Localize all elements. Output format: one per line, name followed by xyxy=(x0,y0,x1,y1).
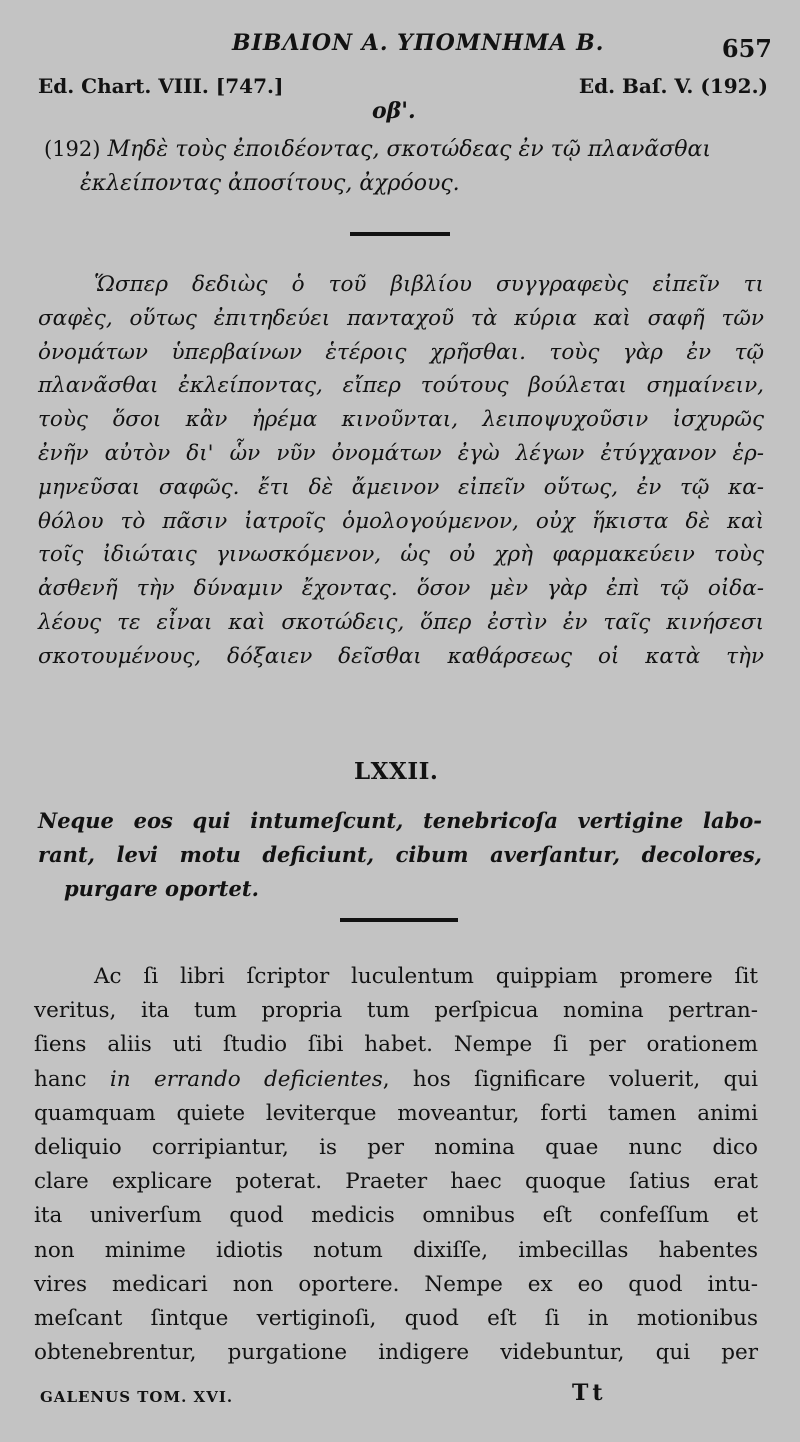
commentary-line: σαφὲς, οὕτως ἐπιτηδεύει πανταχοῦ τὰ κύρια καὶ σαφῆ τῶν xyxy=(38,305,764,331)
quoted-phrase: in errando deficientes xyxy=(109,1066,383,1092)
commentary-line xyxy=(34,1063,758,1097)
commentary-line: vires medicari non oportere. Nempe ex eo quod intu- xyxy=(34,1271,758,1297)
page-number: 657 xyxy=(721,34,772,63)
edition-reference-right: Ed. Baſ. V. (192.) xyxy=(578,74,768,98)
aphorism-line: rant, levi motu deficiunt, cibum averſantur, decolores, xyxy=(38,842,762,867)
commentary-line: quamquam quiete leviterque moveantur, forti tamen animi xyxy=(34,1100,758,1126)
commentary-line: non minime idiotis notum dixiſſe, imbecillas habentes xyxy=(34,1237,758,1263)
commentary-line: λέους τε εἶναι καὶ σκοτώδεις, ὅπερ ἐστὶν ἐν ταῖς κινήσεσι xyxy=(38,609,764,635)
section-rule xyxy=(350,232,450,236)
commentary-line: θόλου τὸ πᾶσιν ἰατροῖς ὁμολογούμενον, οὐχ ἥκιστα δὲ καὶ xyxy=(38,508,764,534)
aphorism-line: Neque eos qui intumeſcunt, tenebricoſa vertigine labo- xyxy=(38,808,762,833)
signature-line: GALENUS TOM. XVI. xyxy=(40,1388,234,1406)
commentary-line: πλανᾶσθαι ἐκλείποντας, εἴπερ τούτους βούλεται σημαίνειν, xyxy=(38,373,764,399)
commentary-text: , hos ſignificare voluerit, qui xyxy=(382,1066,759,1092)
commentary-line: ἀσθενῆ τὴν δύναμιν ἔχοντας. ὅσον μὲν γὰρ ἐπὶ τῷ οἰδα- xyxy=(38,576,764,602)
signature-mark: Tt xyxy=(572,1380,607,1406)
running-head: ΒΙΒΛΙΟΝ Α. ΥΠΟΜΝΗΜΑ Β. xyxy=(232,30,605,56)
commentary-line: deliquio corripiantur, is per nomina quae nunc dico xyxy=(34,1135,758,1161)
latin-commentary xyxy=(34,960,758,1370)
commentary-line: ὀνομάτων ὑπερβαίνων ἑτέροις χρῆσθαι. τοὺς γὰρ ἐν τῷ xyxy=(38,339,764,365)
latin-aphorism xyxy=(38,804,762,906)
commentary-line: τοῖς ἰδιώταις γινωσκόμενον, ὡς οὐ χρὴ φαρμακεύειν τοὺς xyxy=(38,542,764,568)
commentary-line: Ὥσπερ δεδιὼς ὁ τοῦ βιβλίου συγγραφεὺς εἰπεῖν τι xyxy=(94,272,764,297)
greek-aphorism-number: οβ'. xyxy=(372,98,416,124)
commentary-line: obtenebrentur, purgatione indigere videbuntur, qui per xyxy=(34,1340,758,1366)
commentary-line: τοὺς ὅσοι κἂν ἠρέμα κινοῦνται, λειποψυχοῦσιν ἰσχυρῶς xyxy=(38,407,764,433)
greek-aphorism xyxy=(44,132,774,201)
greek-aphorism-line: Μηδὲ τοὺς ἐποιδέοντας, σκοτώδεας ἐν τῷ πλανᾶσθαι xyxy=(107,137,711,162)
commentary-line: ita univerſum quod medicis omnibus eſt confeſſum et xyxy=(34,1203,758,1229)
edition-reference-left: Ed. Chart. VIII. [747.] xyxy=(38,74,284,98)
aphorism-line: purgare oportet. xyxy=(64,876,259,901)
greek-aphorism-reference: (192) xyxy=(44,137,101,161)
commentary-line: ἐνῆν αὐτὸν δι' ὧν νῦν ὀνομάτων ἐγὼ λέγων ἐτύγχανον ἑρ- xyxy=(38,440,764,466)
commentary-line: meſcant ſintque vertiginoſi, quod eſt ſi in motionibus xyxy=(34,1306,758,1332)
section-rule xyxy=(340,918,458,922)
commentary-line: μηνεῦσαι σαφῶς. ἔτι δὲ ἄμεινον εἰπεῖν οὕτως, ἐν τῷ κα- xyxy=(38,474,764,500)
commentary-text: hanc xyxy=(34,1066,110,1092)
commentary-line: ſiens aliis uti ſtudio ſibi habet. Nempe ſi per orationem xyxy=(34,1032,758,1058)
commentary-line: σκοτουμένους, δόξαιεν δεῖσθαι καθάρσεως οἱ κατὰ τὴν xyxy=(38,643,764,669)
commentary-line: veritus, ita tum propria tum perſpicua nomina pertran- xyxy=(34,998,758,1024)
commentary-line: Ac ſi libri ſcriptor luculentum quippiam promere ſit xyxy=(94,964,758,989)
greek-aphorism-line: ἐκλείποντας ἀποσίτους, ἀχρόους. xyxy=(80,171,460,196)
latin-aphorism-number: LXXII. xyxy=(354,758,439,785)
commentary-line: clare explicare poterat. Praeter haec quoque ſatius erat xyxy=(34,1169,758,1195)
greek-commentary xyxy=(38,268,764,674)
